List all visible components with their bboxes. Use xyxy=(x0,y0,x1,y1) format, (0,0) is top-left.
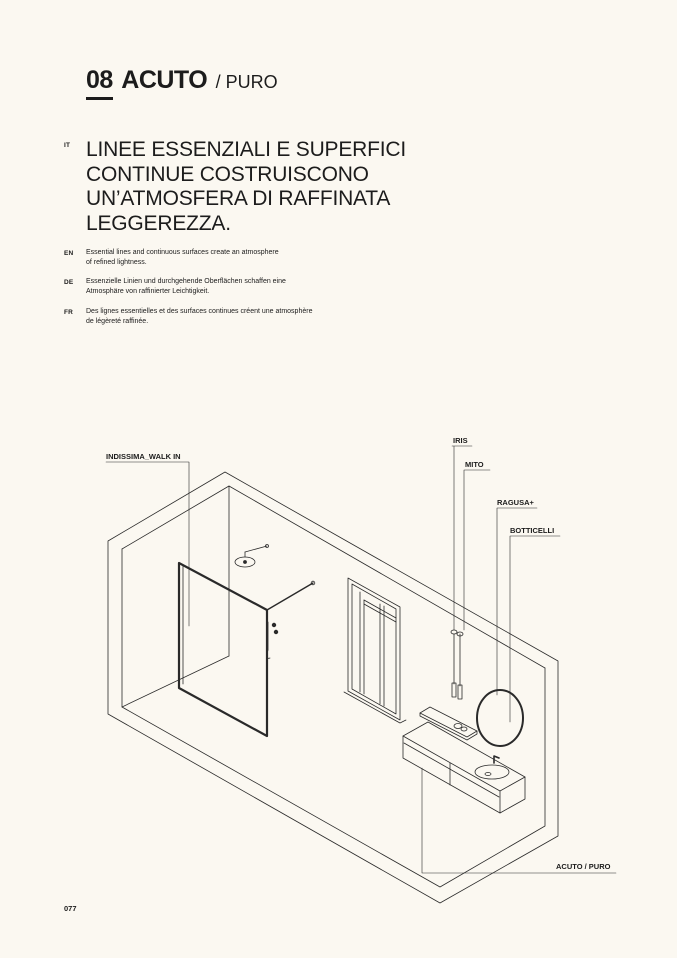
callout-lines xyxy=(106,446,616,873)
lang-code-de: DE xyxy=(64,279,74,286)
label-iris: IRIS xyxy=(453,436,468,445)
headline-line: LINEE ESSENZIALI E SUPERFICI xyxy=(86,138,406,161)
text-line: Essential lines and continuous surfaces create an atmosphere xyxy=(86,249,279,256)
chapter-title: ACUTO xyxy=(121,66,208,94)
chapter-subtitle: / PURO xyxy=(215,72,278,92)
label-indissima: INDISSIMA_WALK IN xyxy=(106,452,181,461)
shelf xyxy=(420,707,477,740)
chapter-number: 08 xyxy=(86,66,113,94)
lang-code-fr: FR xyxy=(64,309,74,316)
headline-line: CONTINUE COSTRUISCONO xyxy=(86,162,369,186)
text-line: Des lignes essentielles et des surfaces continues créent une atmosphère xyxy=(86,308,313,315)
text-line: of refined lightness. xyxy=(86,259,147,266)
headline-line: UN’ATMOSFERA DI RAFFINATA xyxy=(86,187,391,210)
lang-code-it: IT xyxy=(64,142,71,149)
text-line: Essenzielle Linien und durchgehende Oberflächen schaffen eine xyxy=(86,278,286,285)
page-number: 077 xyxy=(64,904,77,913)
room-outline xyxy=(108,472,558,903)
pendant-lamps xyxy=(451,630,463,699)
round-mirror xyxy=(477,690,523,746)
text-line: de légèreté raffinée. xyxy=(86,318,149,325)
shower-enclosure xyxy=(179,563,315,736)
headline-line: LEGGEREZZA. xyxy=(86,211,231,235)
window xyxy=(344,578,406,723)
label-ragusa: RAGUSA+ xyxy=(497,498,534,507)
shower-head xyxy=(235,545,269,568)
lang-code-en: EN xyxy=(64,250,74,257)
shower-mixer xyxy=(267,622,278,658)
label-acuto-puro: ACUTO / PURO xyxy=(556,862,611,871)
label-botticelli: BOTTICELLI xyxy=(510,526,555,535)
text-line: Atmosphäre von raffinierter Leichtigkeit. xyxy=(86,288,210,295)
label-mito: MITO xyxy=(465,460,484,469)
